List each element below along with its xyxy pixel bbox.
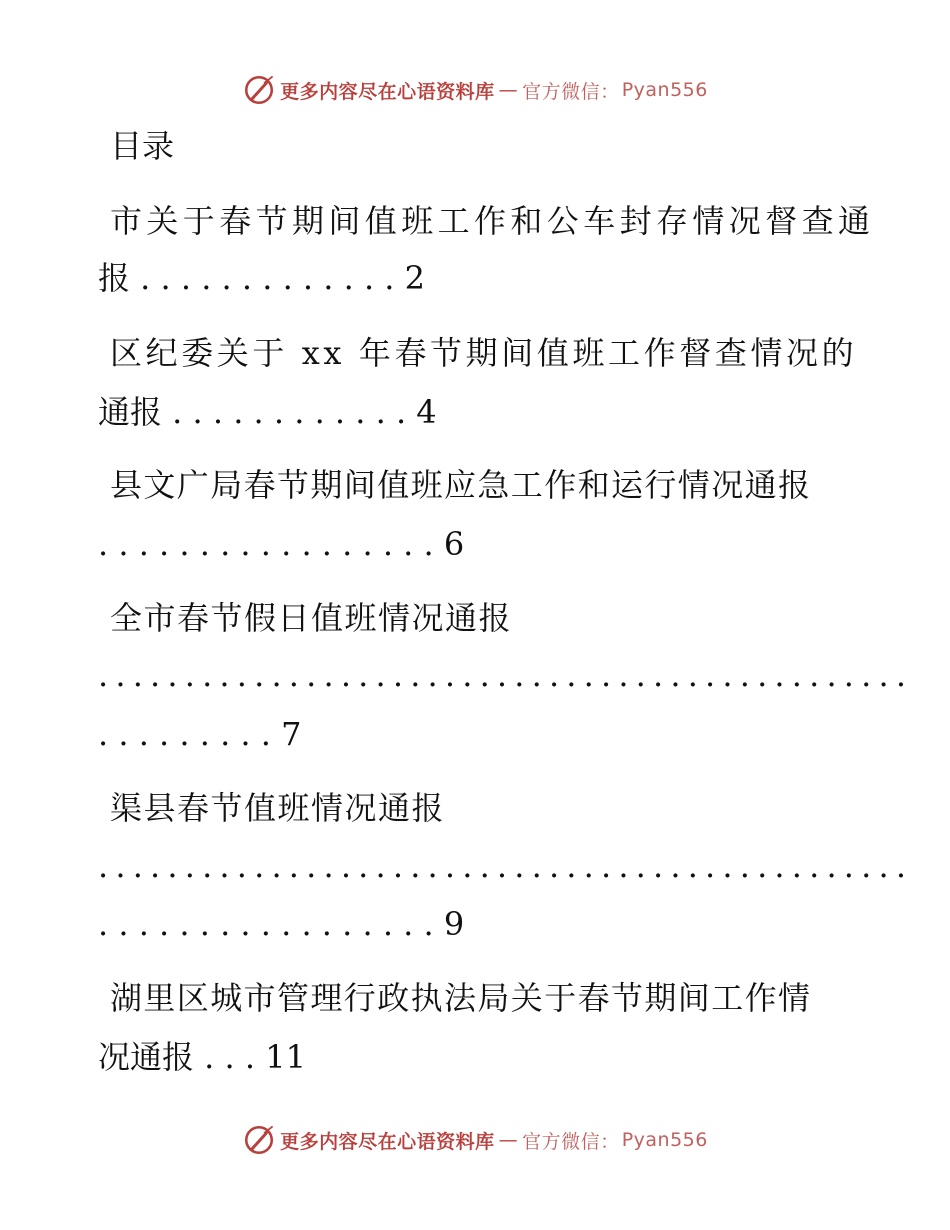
quill-pen-logo-icon bbox=[242, 73, 276, 107]
watermark-wechat-id: Pyan556 bbox=[621, 1129, 708, 1151]
toc-entry-6-line-2: 况通报 . . . 11 bbox=[98, 1038, 306, 1076]
toc-entry-5-line-2: . . . . . . . . . . . . . . . . . . . . . . . . . . . . . . . . . . . . . . . . . . . . . . . bbox=[98, 847, 905, 885]
toc-entry-2-line-2: 通报 . . . . . . . . . . . . 4 bbox=[98, 393, 437, 431]
toc-entry-4-line-3: . . . . . . . . . 7 bbox=[98, 715, 302, 753]
header-watermark bbox=[0, 70, 950, 110]
watermark-official: 官方微信： bbox=[522, 1130, 620, 1153]
watermark-wechat-id: Pyan556 bbox=[621, 79, 708, 101]
footer-watermark bbox=[0, 1120, 950, 1160]
watermark-separator: — bbox=[498, 1129, 519, 1151]
watermark-separator: — bbox=[498, 79, 519, 101]
toc-entry-5-line-3: . . . . . . . . . . . . . . . . . 9 bbox=[98, 905, 465, 943]
toc-title: 目录 bbox=[110, 127, 175, 165]
watermark-brand: 更多内容尽在心语资料库 bbox=[280, 80, 495, 103]
toc-entry-6-line-1: 湖里区城市管理行政执法局关于春节期间工作情 bbox=[110, 979, 812, 1017]
toc-entry-1-line-1: 市关于春节期间值班工作和公车封存情况督查通 bbox=[110, 202, 875, 240]
watermark-brand: 更多内容尽在心语资料库 bbox=[280, 1130, 495, 1153]
toc-entry-3-line-2: . . . . . . . . . . . . . . . . . 6 bbox=[98, 525, 465, 563]
toc-entry-5-line-1: 渠县春节值班情况通报 bbox=[110, 789, 446, 827]
toc-entry-4-line-2: . . . . . . . . . . . . . . . . . . . . . . . . . . . . . . . . . . . . . . . . . . . . . . . bbox=[98, 656, 905, 694]
watermark-official: 官方微信： bbox=[522, 80, 620, 103]
toc-entry-2-line-1: 区纪委关于 xx 年春节期间值班工作督查情况的 bbox=[110, 334, 858, 372]
toc-entry-4-line-1: 全市春节假日值班情况通报 bbox=[110, 599, 513, 637]
toc-entry-1-line-2: 报 . . . . . . . . . . . . . 2 bbox=[98, 259, 426, 297]
quill-pen-logo-icon bbox=[242, 1123, 276, 1157]
toc-entry-3-line-1: 县文广局春节期间值班应急工作和运行情况通报 bbox=[110, 466, 812, 504]
